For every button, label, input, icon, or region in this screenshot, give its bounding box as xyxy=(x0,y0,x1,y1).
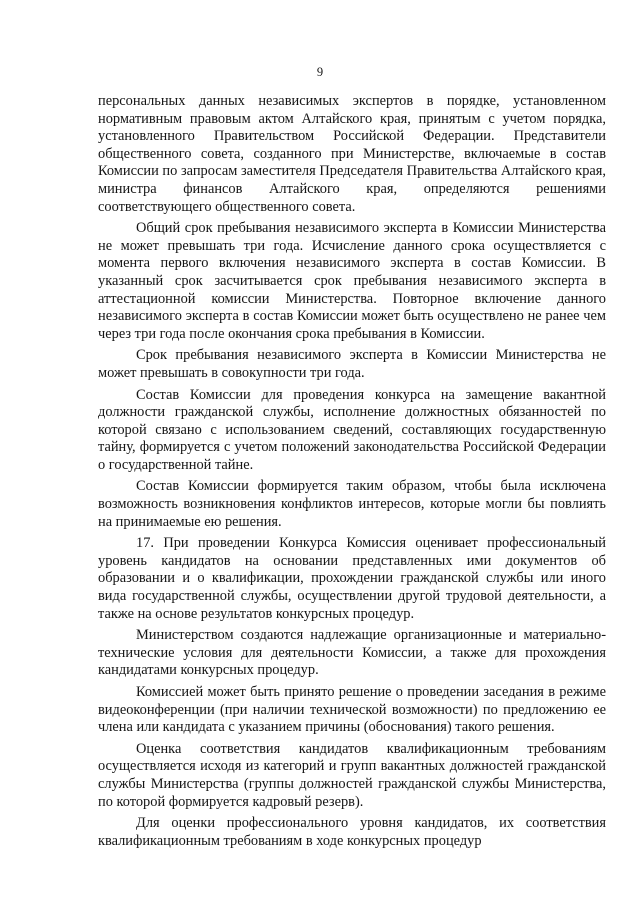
paragraph-conflict-of-interest: Состав Комиссии формируется таким образом, чтобы была исключена возможность возникновения конфликтов интересов, которые могли бы повлиять на принимаемые ею решения. xyxy=(98,478,606,530)
page-number: 9 xyxy=(316,65,324,79)
paragraph-continuation: персональных данных независимых экспертов в порядке, установленном нормативным правовым актом Алтайского края, принятым с учетом порядка, установленного Правительством Российской Федерации. Представители общественного совета, созданного при Министерстве, включаемые в состав Комиссии по запросам заместителя Председателя Правительства Алтайского края, министра финансов Алтайского края, определяются решениями соответствующего общественного совета. xyxy=(98,93,606,215)
paragraph-conditions: Министерством создаются надлежащие организационные и материально-технические условия для деятельности Комиссии, а также для прохождения кандидатами конкурсных процедур. xyxy=(98,627,606,679)
paragraph-professional-level: Для оценки профессионального уровня кандидатов, их соответствия квалификационным требованиям в ходе конкурсных процедур xyxy=(98,815,606,849)
paragraph-expert-term: Общий срок пребывания независимого эксперта в Комиссии Министерства не может превышать три года. Исчисление данного срока осуществляется с момента первого включения независимого эксперта в состав Комиссии. В указанный срок засчитывается срок пребывания независимого эксперта в аттестационной комиссии Министерства. Повторное включение данного независимого эксперта в состав Комиссии может быть осуществлено не ранее чем через три года после окончания срока пребывания в Комиссии. xyxy=(98,220,606,342)
paragraph-state-secret: Состав Комиссии для проведения конкурса на замещение вакантной должности гражданской службы, исполнение должностных обязанностей по которой связано с использованием сведений, составляющих государственную тайну, формируется с учетом положений законодательства Российской Федерации о государственной тайне. xyxy=(98,386,606,473)
paragraph-total-term: Срок пребывания независимого эксперта в Комиссии Министерства не может превышать в совокупности три года. xyxy=(98,347,606,381)
paragraph-videoconference: Комиссией может быть принято решение о проведении заседания в режиме видеоконференции (при наличии технической возможности) по предложению ее члена или кандидата с указанием причины (обоснования) такого решения. xyxy=(98,684,606,736)
document-body xyxy=(98,93,606,854)
paragraph-item-17: 17. При проведении Конкурса Комиссия оценивает профессиональный уровень кандидатов на основании представленных ими документов об образовании и о квалификации, прохождении гражданской службы или иного вида государственной службы, осуществлении другой трудовой деятельности, а также на основе результатов конкурсных процедур. xyxy=(98,535,606,622)
paragraph-qualification-assessment: Оценка соответствия кандидатов квалификационным требованиям осуществляется исходя из категорий и групп вакантных должностей гражданской службы Министерства (группы должностей гражданской службы Министерства, по которой формируется кадровый резерв). xyxy=(98,740,606,810)
